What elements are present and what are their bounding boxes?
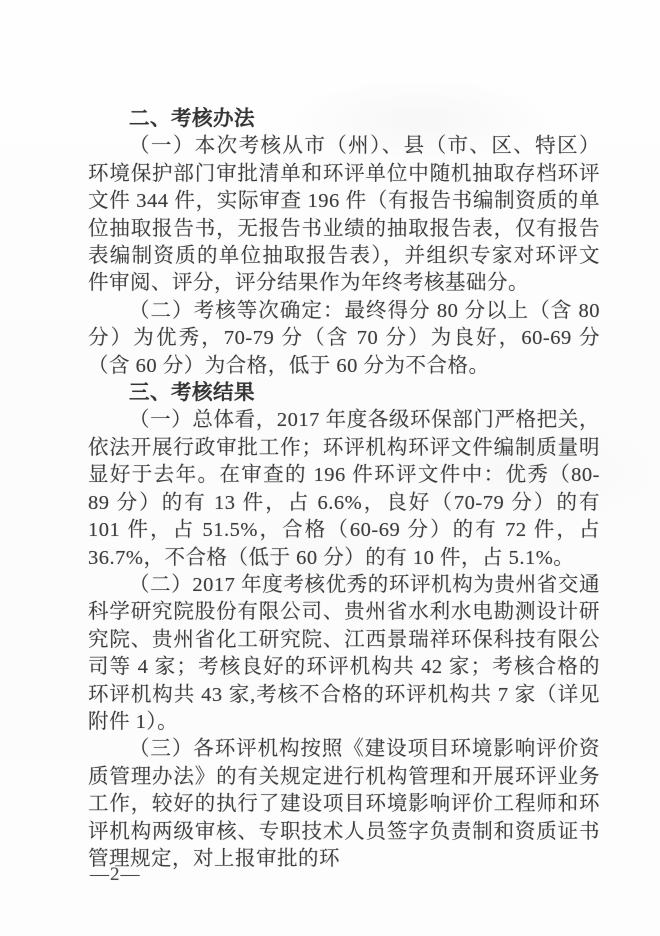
paragraph: （三）各环评机构按照《建设项目环境影响评价资质管理办法》的有关规定进行机构管理和开展环评业务工作，较好的执行了建设项目环境影响评价工程师和环评机构两级审核、专职技术人员签字负责制和资质证书管理规定，对上报审批的环 bbox=[88, 738, 600, 870]
page-number: —2— bbox=[90, 864, 141, 885]
section-assessment-methods bbox=[88, 106, 600, 380]
paragraph: （一）本次考核从市（州）、县（市、区、特区）环境保护部门审批清单和环评单位中随机抽取存档环评文件 344 件，实际审查 196 件（有报告书编制资质的单位抽取报告书，无报告书业绩的抽取报告表，仅有报告表编制资质的单位抽取报告表），并组织专家对环评文件审阅、评分，评分结果作为年终考核基础分。 bbox=[88, 135, 600, 295]
paragraph: （一）总体看，2017 年度各级环保部门严格把关，依法开展行政审批工作；环评机构环评文件编制质量明显好于去年。在审查的 196 件环评文件中：优秀（80-89 分）的有 13 件，占 6.6%，良好（70-79 分）的有 101 件，占 51.5%，合格（60-69 分）的有 72 件，占 36.7%，不合格（低于 60 分）的有 10 件，占 5.1%。 bbox=[88, 409, 600, 569]
paragraph: （二）考核等次确定：最终得分 80 分以上（含 80 分）为优秀，70-79 分（含 70 分）为良好，60-69 分（含 60 分）为合格，低于 60 分为不合格。 bbox=[88, 299, 600, 377]
paragraph: （二）2017 年度考核优秀的环评机构为贵州省交通科学研究院股份有限公司、贵州省水利水电勘测设计研究院、贵州省化工研究院、江西景瑞祥环保科技有限公司等 4 家；考核良好的环评机构共 42 家；考核合格的环评机构共 43 家,考核不合格的环评机构共 7 家（详见附件 1）。 bbox=[88, 573, 600, 733]
section-heading: 三、考核结果 bbox=[129, 382, 255, 405]
document-body bbox=[88, 106, 600, 873]
section-heading: 二、考核办法 bbox=[129, 108, 255, 130]
section-assessment-results bbox=[88, 380, 600, 873]
